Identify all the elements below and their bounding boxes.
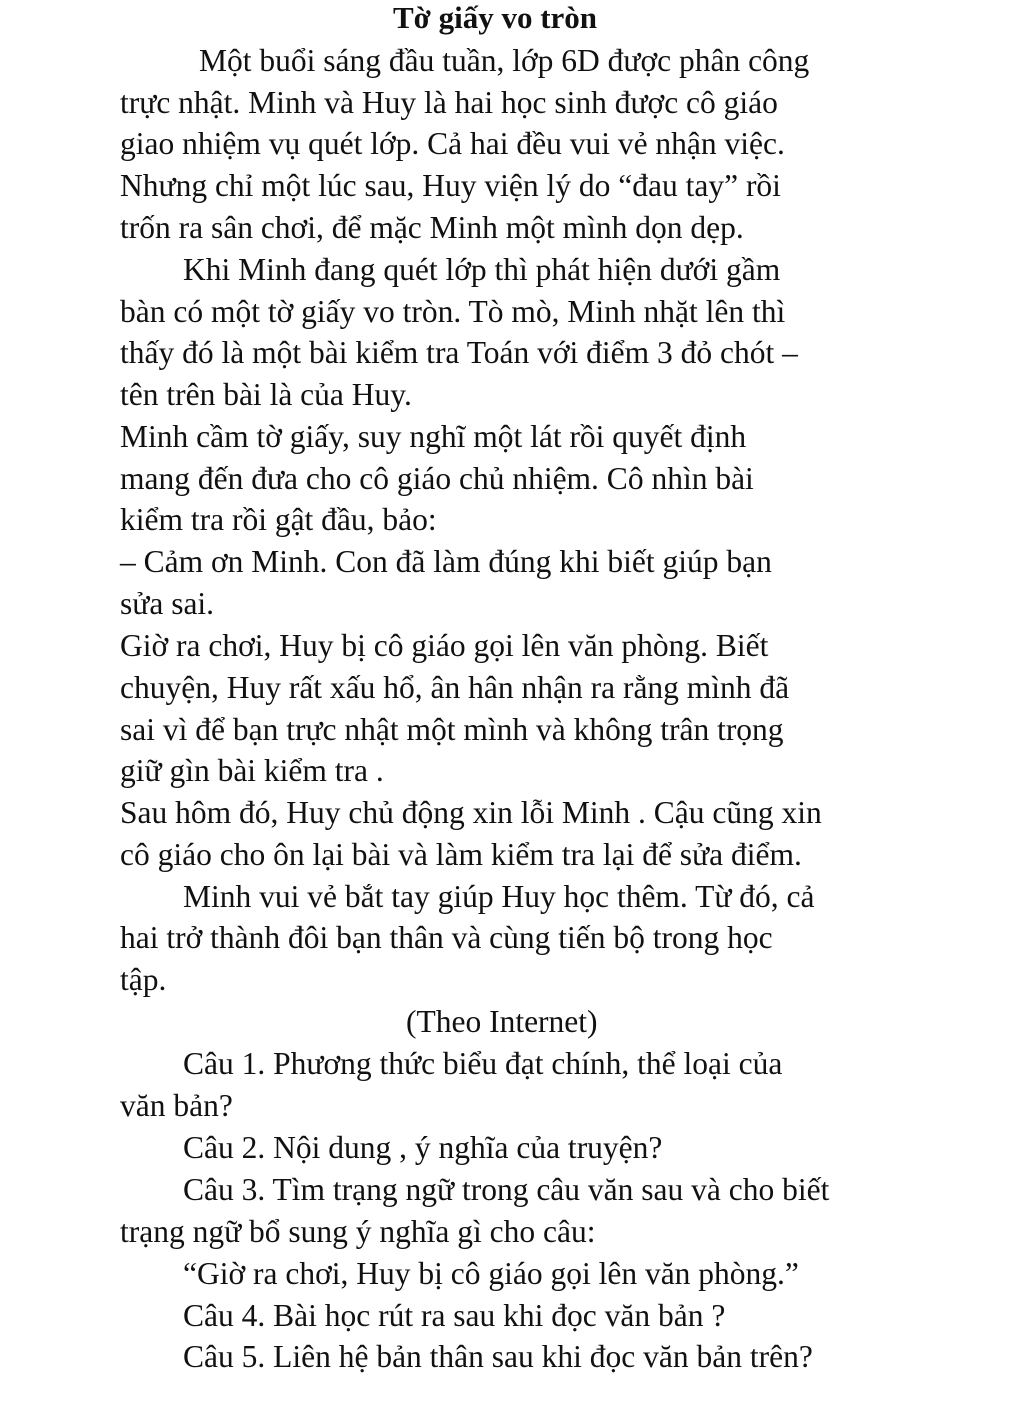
story-line: mang đến đưa cho cô giáo chủ nhiệm. Cô nhìn bài: [120, 461, 754, 496]
document-title: Tờ giấy vo tròn: [393, 0, 598, 35]
story-line: bàn có một tờ giấy vo tròn. Tò mò, Minh nhặt lên thì: [120, 294, 786, 329]
story-line: tập.: [120, 962, 167, 997]
question-line: Câu 4. Bài học rút ra sau khi đọc văn bản ?: [183, 1298, 726, 1333]
question-line: Câu 5. Liên hệ bản thân sau khi đọc văn bản trên?: [183, 1339, 813, 1374]
story-line: sai vì để bạn trực nhật một mình và không trân trọng: [120, 712, 784, 747]
question-line: Câu 3. Tìm trạng ngữ trong câu văn sau và cho biết: [183, 1172, 830, 1207]
story-line: tên trên bài là của Huy.: [120, 377, 412, 412]
question-line: văn bản?: [120, 1088, 233, 1123]
question-line: Câu 1. Phương thức biểu đạt chính, thể loại của: [183, 1046, 783, 1081]
story-line: Minh cầm tờ giấy, suy nghĩ một lát rồi quyết định: [120, 419, 747, 454]
story-line: Nhưng chỉ một lúc sau, Huy viện lý do “đau tay” rồi: [120, 168, 781, 203]
quoted-sentence: “Giờ ra chơi, Huy bị cô giáo gọi lên văn phòng.”: [183, 1256, 799, 1291]
story-line: chuyện, Huy rất xấu hổ, ân hân nhận ra rằng mình đã: [120, 670, 790, 705]
story-line: Giờ ra chơi, Huy bị cô giáo gọi lên văn phòng. Biết: [120, 628, 769, 663]
story-line: giao nhiệm vụ quét lớp. Cả hai đều vui vẻ nhận việc.: [120, 126, 785, 161]
story-line: hai trở thành đôi bạn thân và cùng tiến bộ trong học: [120, 920, 773, 955]
story-line: trực nhật. Minh và Huy là hai học sinh được cô giáo: [120, 85, 778, 120]
question-line: Câu 2. Nội dung , ý nghĩa của truyện?: [183, 1130, 663, 1165]
story-line: trốn ra sân chơi, để mặc Minh một mình dọn dẹp.: [120, 210, 744, 245]
story-line: thấy đó là một bài kiểm tra Toán với điểm 3 đỏ chót –: [120, 335, 798, 370]
story-line: Khi Minh đang quét lớp thì phát hiện dưới gầm: [183, 252, 781, 287]
story-line: sửa sai.: [120, 586, 215, 621]
story-line: Minh vui vẻ bắt tay giúp Huy học thêm. Từ đó, cả: [183, 879, 815, 914]
source-citation: (Theo Internet): [406, 1004, 598, 1039]
story-line: kiểm tra rồi gật đầu, bảo:: [120, 502, 437, 537]
story-line: Một buổi sáng đầu tuần, lớp 6D được phân công: [199, 43, 810, 78]
story-line: Sau hôm đó, Huy chủ động xin lỗi Minh . Cậu cũng xin: [120, 795, 822, 830]
question-line: trạng ngữ bổ sung ý nghĩa gì cho câu:: [120, 1214, 596, 1249]
story-line: – Cảm ơn Minh. Con đã làm đúng khi biết giúp bạn: [120, 544, 772, 579]
story-line: giữ gìn bài kiểm tra .: [120, 753, 384, 788]
story-line: cô giáo cho ôn lại bài và làm kiểm tra lại để sửa điểm.: [120, 837, 802, 872]
